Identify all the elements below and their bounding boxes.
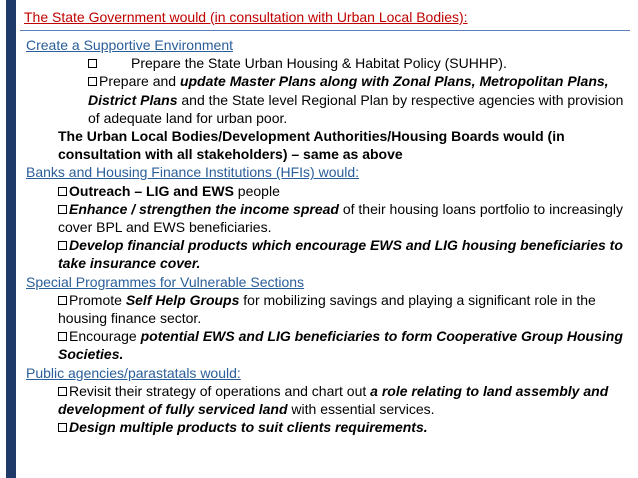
bullet-text-emphasis: a role relating to land assembly and development of fully serviced land bbox=[58, 382, 609, 418]
bullet-item-suhhp bbox=[26, 54, 630, 72]
slide-accent-bar bbox=[6, 0, 16, 478]
bullet-text: Prepare the State Urban Housing & Habitat Policy (SUHHP). bbox=[131, 55, 507, 72]
slide-body bbox=[26, 36, 630, 436]
bullet-text-post: and the State level Regional Plan by respective agencies with provision of adequate land for urban poor. bbox=[88, 91, 624, 126]
bullet-text-emphasis: Outreach – LIG and EWS bbox=[69, 182, 234, 199]
section-heading-public-agencies: Public agencies/parastatals would: bbox=[26, 364, 241, 381]
bullet-item-master-plans bbox=[26, 72, 630, 127]
bullet-item-income-spread bbox=[26, 200, 630, 236]
bullet-item-multiple-products bbox=[26, 418, 630, 436]
bullet-text-pre: Promote bbox=[69, 291, 126, 308]
bullet-text-post: with essential services. bbox=[287, 401, 435, 418]
bullet-text-post: of their housing loans portfolio to increasingly cover BPL and EWS beneficiaries. bbox=[58, 200, 624, 236]
section-heading-banks-hfis: Banks and Housing Finance Institutions (HFIs) would: bbox=[26, 164, 360, 181]
checkbox-bullet-icon bbox=[58, 423, 67, 432]
checkbox-bullet-icon bbox=[88, 77, 97, 86]
bullet-text-emphasis: Enhance / strengthen the income spread bbox=[69, 200, 339, 217]
checkbox-bullet-icon bbox=[88, 59, 97, 68]
bullet-text-pre: Revisit their strategy of operations and chart out bbox=[69, 382, 371, 399]
bullet-text-emphasis: Develop financial products which encourage EWS and LIG housing beneficiaries to take insurance cover. bbox=[58, 237, 623, 272]
bullet-item-outreach bbox=[26, 182, 630, 200]
title-divider bbox=[20, 30, 630, 31]
checkbox-bullet-icon bbox=[58, 296, 67, 305]
bullet-text-emphasis: update Master Plans along with Zonal Plans, Metropolitan Plans, District Plans bbox=[88, 73, 609, 108]
bullet-text-pre: Prepare and bbox=[99, 73, 180, 90]
bullet-text-emphasis: potential EWS and LIG beneficiaries to form Cooperative Group Housing Societies. bbox=[58, 328, 623, 363]
bullet-text-emphasis: Self Help Groups bbox=[125, 291, 240, 308]
bullet-item-land-assembly bbox=[26, 382, 630, 418]
checkbox-bullet-icon bbox=[58, 241, 67, 250]
checkbox-bullet-icon bbox=[58, 387, 67, 396]
bullet-text-emphasis: Design multiple products to suit clients requirements. bbox=[69, 419, 428, 436]
section-heading-supportive-environment: Create a Supportive Environment bbox=[26, 37, 233, 53]
bullet-item-ulb-note: The Urban Local Bodies/Development Authorities/Housing Boards would (in consultation with all stakeholders) – same as above bbox=[58, 128, 565, 163]
bullet-item-financial-products bbox=[26, 236, 630, 272]
bullet-item-self-help-groups bbox=[26, 291, 630, 327]
checkbox-bullet-icon bbox=[58, 205, 67, 214]
section-heading-vulnerable-sections: Special Programmes for Vulnerable Sections bbox=[26, 273, 305, 290]
checkbox-bullet-icon bbox=[58, 187, 67, 196]
bullet-text-post: people bbox=[233, 182, 280, 199]
checkbox-bullet-icon bbox=[58, 332, 67, 341]
bullet-item-cooperative-housing bbox=[26, 327, 630, 363]
bullet-text-post: for mobilizing savings and playing a significant role in the housing finance sector. bbox=[58, 291, 596, 327]
slide-title: The State Government would (in consultation with Urban Local Bodies): bbox=[24, 9, 468, 25]
bullet-text-pre: Encourage bbox=[69, 328, 141, 345]
